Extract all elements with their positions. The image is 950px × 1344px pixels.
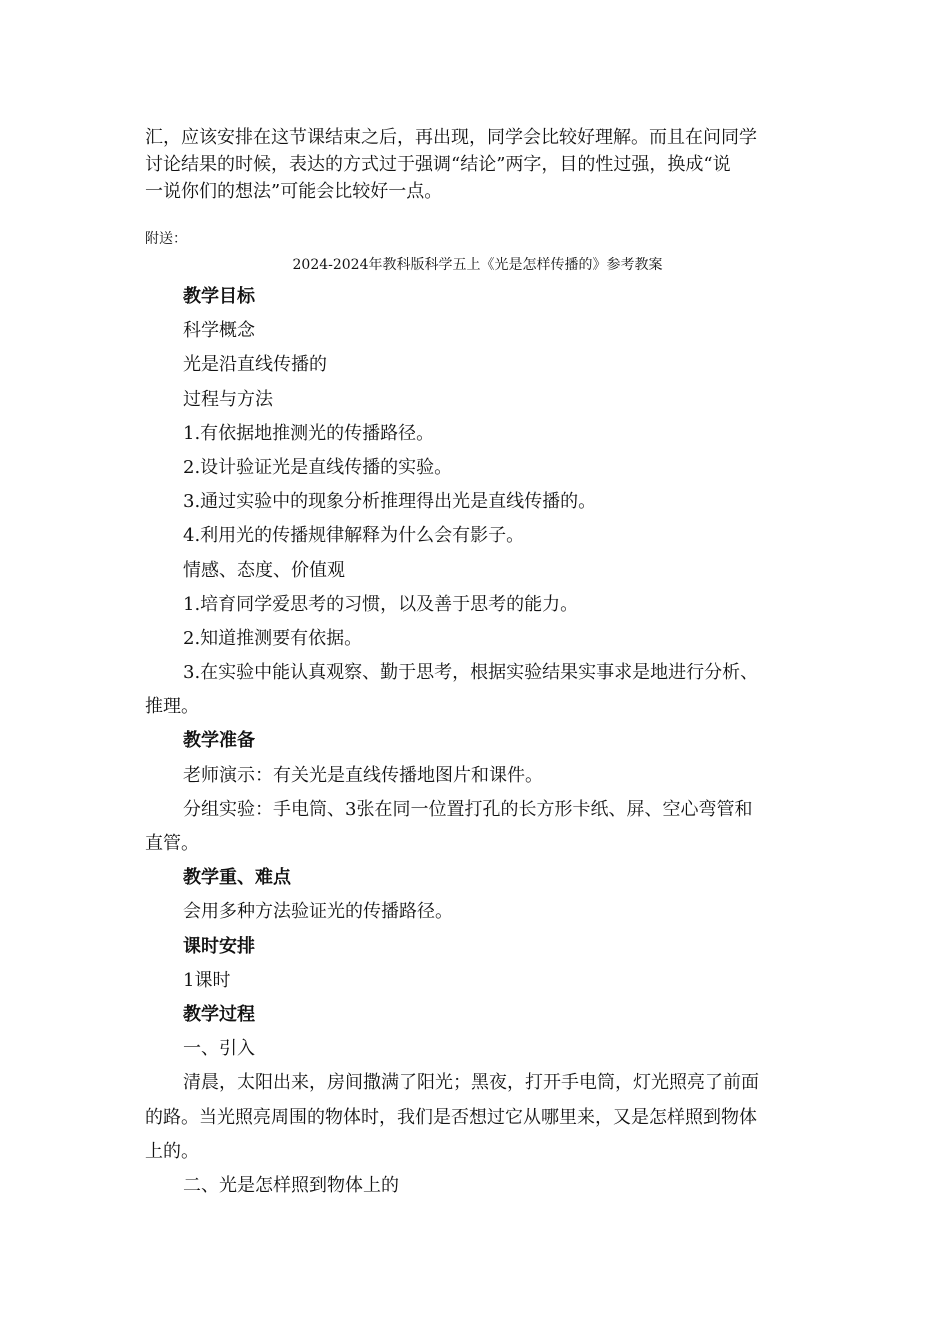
prep-group-text: 分组实验：手电筒、3张在同一位置打孔的长方形卡纸、屏、空心弯管和 bbox=[183, 798, 753, 820]
step-intro-continuation: 上的。 bbox=[145, 1140, 199, 1162]
step-heading-intro: 一、引入 bbox=[183, 1038, 255, 1060]
method-item: 3.通过实验中的现象分析推理得出光是直线传播的。 bbox=[183, 491, 597, 513]
section-heading-schedule: 课时安排 bbox=[183, 935, 255, 957]
prep-group-continuation: 直管。 bbox=[145, 833, 199, 854]
subheading-attitude: 情感、态度、价值观 bbox=[183, 559, 345, 581]
intro-paragraph bbox=[145, 124, 810, 205]
step-heading-light-path: 二、光是怎样照到物体上的 bbox=[183, 1174, 399, 1196]
prep-demo-text: 老师演示：有关光是直线传播地图片和课件。 bbox=[183, 764, 543, 786]
step-intro-text: 清晨，太阳出来，房间撒满了阳光；黑夜，打开手电筒，灯光照亮了前面 bbox=[183, 1072, 759, 1094]
attitude-item: 1.培育同学爱思考的习惯，以及善于思考的能力。 bbox=[183, 593, 579, 615]
concept-text: 光是沿直线传播的 bbox=[183, 354, 327, 376]
appendix-label: 附送： bbox=[145, 231, 187, 247]
intro-line: 一说你们的想法”可能会比较好一点。 bbox=[145, 181, 443, 202]
document-title: 2024-2024年教科版科学五上《光是怎样传播的》参考教案 bbox=[292, 257, 663, 273]
schedule-text: 1课时 bbox=[183, 969, 231, 991]
step-intro-continuation: 的路。当光照亮周围的物体时，我们是否想过它从哪里来，又是怎样照到物体 bbox=[145, 1106, 757, 1128]
attitude-item: 3.在实验中能认真观察、勤于思考，根据实验结果实事求是地进行分析、 bbox=[183, 662, 759, 684]
attitude-item: 2.知道推测要有依据。 bbox=[183, 627, 363, 649]
section-heading-key-points: 教学重、难点 bbox=[183, 867, 291, 889]
attitude-item-continuation: 推理。 bbox=[145, 696, 199, 718]
subheading-concept: 科学概念 bbox=[183, 320, 255, 342]
section-heading-process: 教学过程 bbox=[183, 1003, 255, 1025]
key-points-text: 会用多种方法验证光的传播路径。 bbox=[183, 901, 453, 923]
method-item: 2.设计验证光是直线传播的实验。 bbox=[183, 456, 453, 478]
subheading-method: 过程与方法 bbox=[183, 388, 273, 410]
lesson-plan-body bbox=[145, 280, 810, 1203]
intro-line: 讨论结果的时候，表达的方式过于强调“结论”两字，目的性过强，换成“说 bbox=[145, 154, 731, 175]
section-heading-prep: 教学准备 bbox=[183, 730, 255, 752]
intro-line: 汇，应该安排在这节课结束之后，再出现，同学会比较好理解。而且在问同学 bbox=[145, 127, 757, 148]
section-heading-goals: 教学目标 bbox=[183, 286, 255, 307]
method-item: 4.利用光的传播规律解释为什么会有影子。 bbox=[183, 525, 525, 547]
method-item: 1.有依据地推测光的传播路径。 bbox=[183, 422, 435, 444]
